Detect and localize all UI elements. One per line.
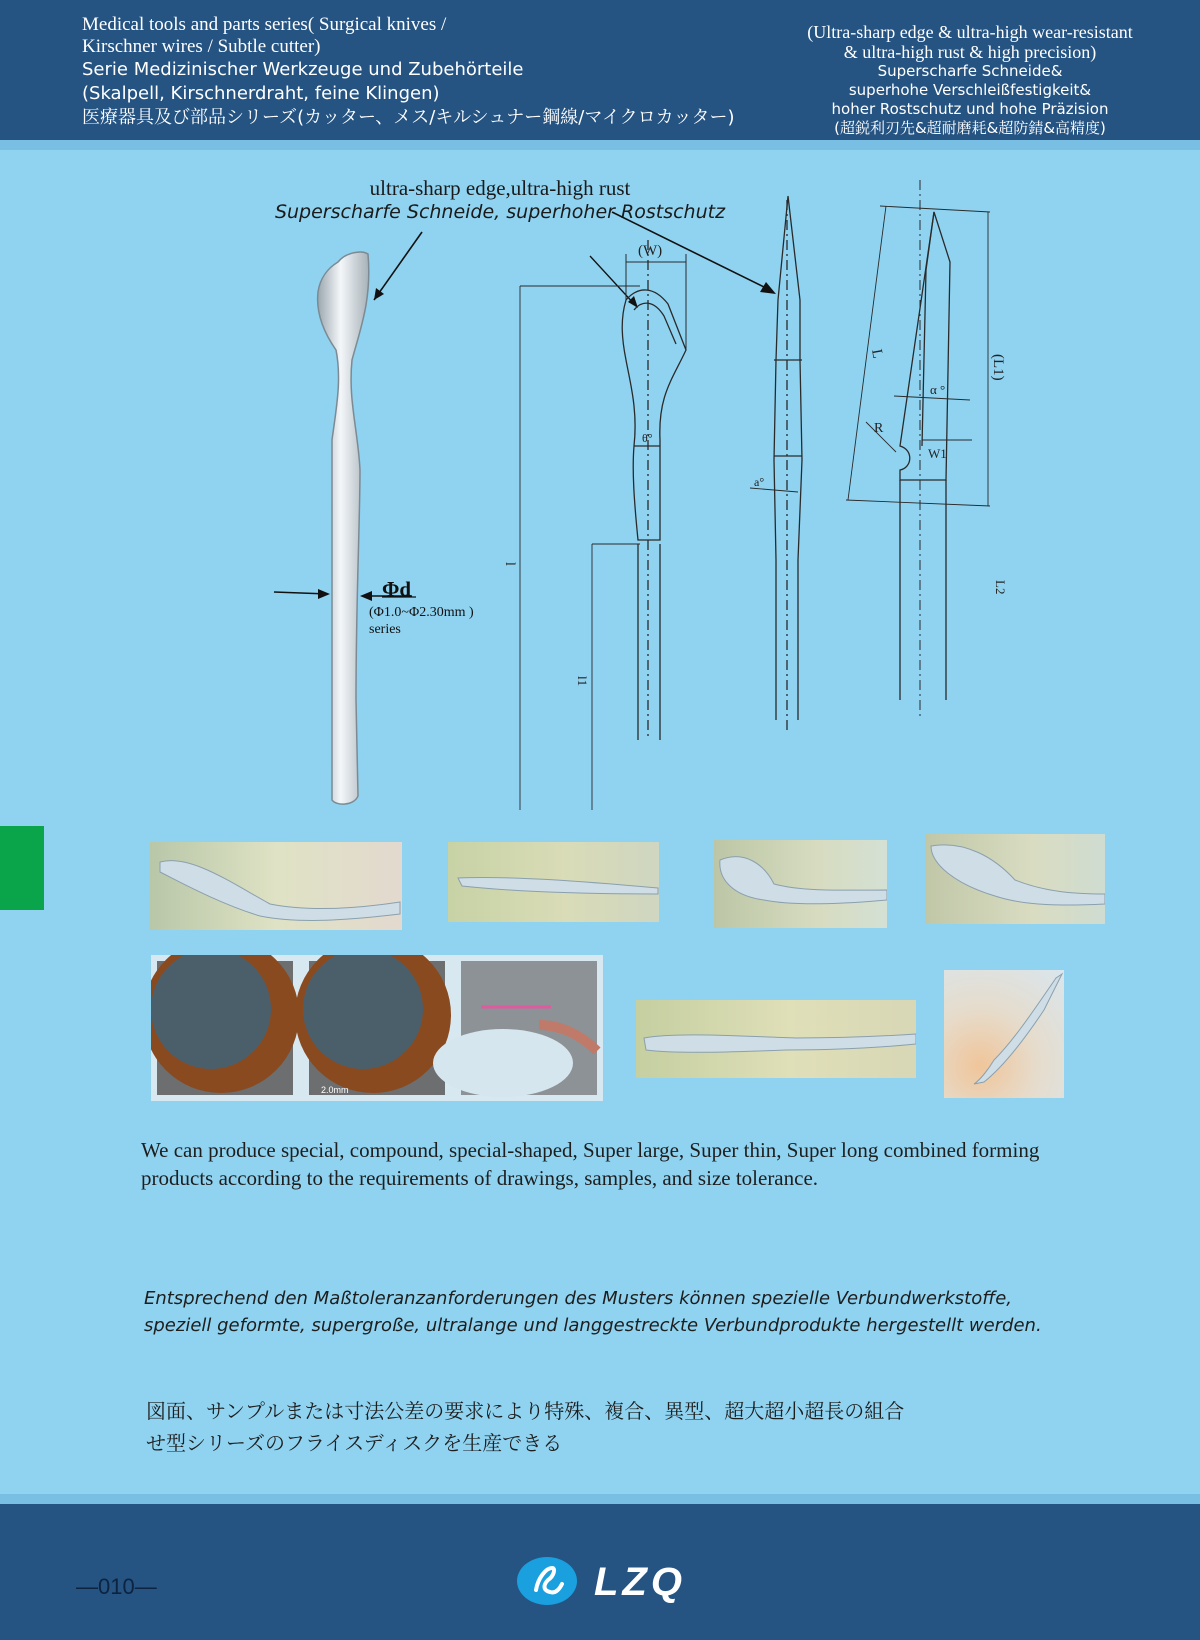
title-en-line1: Medical tools and parts series( Surgical knives / bbox=[82, 14, 447, 35]
dim-alpha: α ° bbox=[930, 382, 946, 397]
dim-big-l: L bbox=[868, 347, 886, 360]
lzq-logo-icon bbox=[516, 1556, 578, 1606]
dim-l1-paren: (L1) bbox=[990, 354, 1006, 381]
blade-photo-2-image bbox=[448, 842, 659, 922]
scalpel-photo bbox=[318, 252, 369, 804]
features-cn-line: (超鋭利刃先&超耐磨耗&超防錆&高精度) bbox=[834, 119, 1106, 137]
dim-l2: L2 bbox=[993, 580, 1008, 595]
diameter-range bbox=[369, 604, 474, 638]
callout-leader-right bbox=[612, 212, 770, 290]
eye-scale-label: 2.0mm bbox=[321, 1085, 349, 1095]
drawing-spoon-knife bbox=[520, 240, 686, 810]
blade-photo-4-image bbox=[925, 834, 1105, 924]
title-en-line2: Kirschner wires / Subtle cutter) bbox=[82, 36, 321, 57]
title-de-line1: Serie Medizinischer Werkzeuge und Zubehörteile bbox=[82, 59, 524, 80]
capability-text-ja bbox=[146, 1395, 1066, 1459]
capability-text-de bbox=[144, 1285, 1124, 1339]
blade-photo-3-image bbox=[714, 840, 887, 928]
callout-leader-mid bbox=[590, 256, 636, 306]
title-ja-line: 医療器具及び部品シリーズ(カッター、メス/キルシュナー鋼線/マイクロカッター) bbox=[82, 107, 735, 128]
capability-de-line2: speziell geformte, supergroße, ultralange und langgestreckte Verbundprodukte hergestellt werden. bbox=[144, 1315, 1042, 1336]
capability-ja-line1: 図面、サンプルまたは寸法公差の要求により特殊、複合、異型、超大超小超長の組合 bbox=[146, 1399, 905, 1423]
callout-leader-left bbox=[374, 232, 422, 300]
header-series-title bbox=[82, 14, 802, 130]
product-photo-6 bbox=[636, 1000, 916, 1078]
technical-drawing bbox=[0, 150, 1200, 840]
title-de-line2: (Skalpell, Kirschnerdraht, feine Klingen) bbox=[82, 83, 440, 104]
logo-text: LZQ bbox=[594, 1560, 686, 1604]
dim-w1: W1 bbox=[928, 446, 947, 461]
capability-text-en: We can produce special, compound, special-shaped, Super large, Super thin, Super long combined forming products according to the requirements of drawings, samples, and size tolerance. bbox=[141, 1138, 1040, 1190]
product-photo-4 bbox=[925, 834, 1105, 924]
features-de-line2: superhohe Verschleißfestigkeit& bbox=[848, 81, 1092, 99]
features-de-line3: hoher Rostschutz und hohe Präzision bbox=[831, 100, 1109, 118]
dim-l1: l1 bbox=[575, 676, 590, 687]
header-accent-band bbox=[0, 140, 1200, 150]
side-tab-marker bbox=[0, 826, 44, 910]
product-photo-1 bbox=[150, 842, 402, 930]
header-features bbox=[760, 22, 1180, 138]
product-photo-2 bbox=[448, 842, 659, 922]
footer-accent-band bbox=[0, 1494, 1200, 1504]
product-photo-7 bbox=[944, 970, 1064, 1098]
eye-surgery-illustrations bbox=[151, 955, 603, 1101]
eye-illustration-image bbox=[151, 955, 603, 1101]
drawing-side-profile bbox=[846, 180, 990, 720]
dim-a: a° bbox=[754, 475, 765, 489]
diameter-range-value: (Φ1.0~Φ2.30mm ) bbox=[369, 605, 474, 620]
page-header bbox=[0, 0, 1200, 140]
page-number: —010— bbox=[76, 1574, 157, 1599]
blade-photo-7-image bbox=[944, 970, 1064, 1098]
capability-de-line1: Entsprechend den Maßtoleranzanforderungen des Musters können spezielle Verbundwerkstoffe, bbox=[144, 1288, 1013, 1309]
dim-r: R bbox=[874, 421, 884, 436]
callout-en: ultra-sharp edge,ultra-high rust bbox=[369, 176, 631, 200]
blade-photo-1-image bbox=[150, 842, 402, 930]
diameter-range-series: series bbox=[369, 622, 401, 637]
features-en-line1: (Ultra-sharp edge & ultra-high wear-resistant bbox=[807, 22, 1133, 42]
dim-l: l bbox=[502, 562, 517, 566]
dim-w: (W) bbox=[638, 243, 663, 259]
features-en-line2: & ultra-high rust & high precision) bbox=[843, 42, 1097, 62]
product-photo-3 bbox=[714, 840, 887, 928]
blade-photo-6-image bbox=[636, 1000, 916, 1078]
diameter-label: Φd bbox=[382, 577, 412, 601]
callout-de: Superscharfe Schneide, superhoher Rostschutz bbox=[274, 201, 726, 223]
features-de-line1: Superscharfe Schneide& bbox=[877, 62, 1063, 80]
dim-theta: θ° bbox=[642, 431, 653, 445]
drawing-needle-blade bbox=[750, 196, 802, 730]
capability-ja-line2: せ型シリーズのフライスディスクを生産できる bbox=[146, 1431, 563, 1455]
